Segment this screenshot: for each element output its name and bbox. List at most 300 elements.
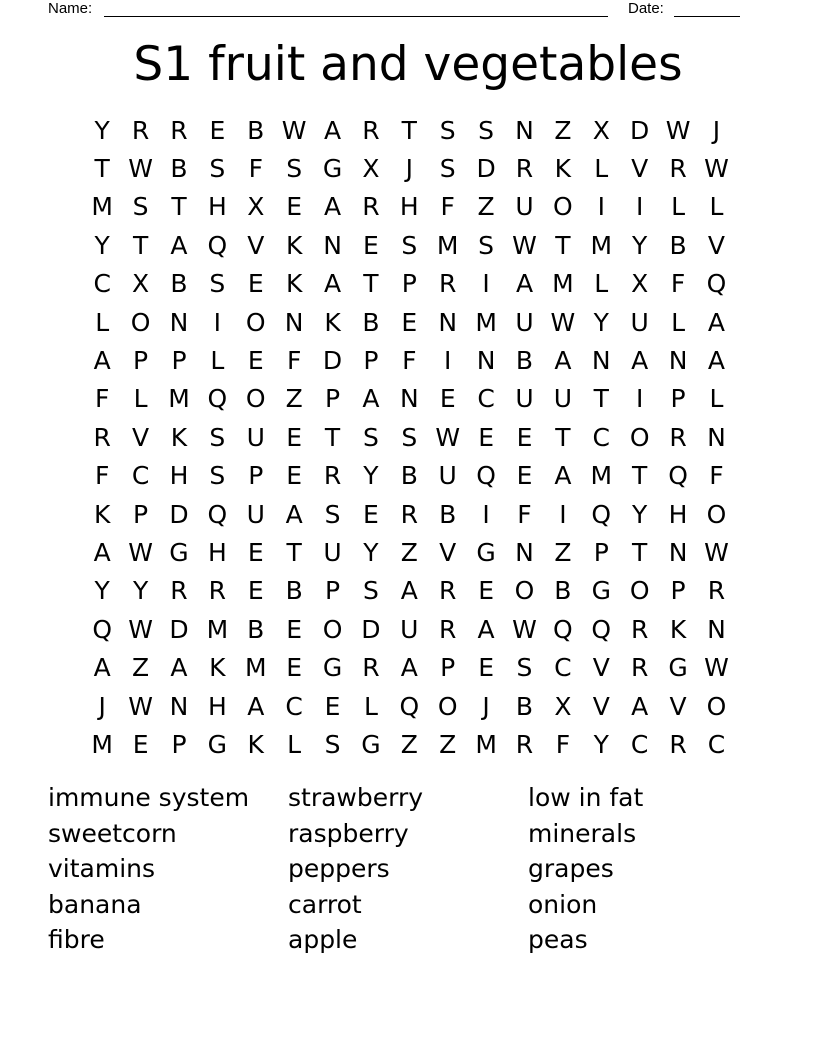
grid-letter: E (247, 537, 264, 567)
grid-letter: Q (553, 614, 573, 644)
grid-letter: E (478, 576, 494, 606)
grid-letter: L (594, 269, 609, 299)
grid-letter: G (322, 653, 343, 683)
grid-letter: B (554, 576, 572, 606)
grid-letter: D (169, 614, 189, 644)
word-list-item: peas (528, 925, 588, 954)
grid-letter: E (324, 691, 341, 721)
grid-letter: R (669, 154, 687, 184)
word-list-item: raspberry (288, 818, 409, 848)
grid-letter: Z (554, 537, 572, 567)
grid-letter: U (323, 537, 342, 567)
grid-letter: T (555, 422, 571, 452)
grid-letter: N (169, 307, 189, 337)
grid-letter: S (439, 154, 456, 184)
grid-letter: M (244, 653, 267, 683)
name-label: Name: (48, 0, 93, 17)
date-blank-line (674, 16, 740, 17)
grid-letter: Y (363, 537, 379, 567)
word-list-item: carrot (288, 889, 362, 919)
grid-letter: T (632, 461, 648, 491)
grid-letter: E (516, 461, 533, 491)
grid-letter: E (363, 230, 379, 260)
grid-letter: F (248, 154, 263, 184)
grid-letter: S (209, 269, 226, 299)
grid-letter: X (247, 192, 265, 222)
grid-letter: Z (285, 384, 303, 414)
word-list-item: grapes (528, 854, 614, 883)
grid-letter: E (439, 384, 456, 414)
name-blank-line (104, 16, 608, 17)
grid-letter: E (209, 115, 226, 145)
grid-letter: B (669, 230, 687, 260)
grid-letter: W (550, 307, 576, 337)
grid-letter: P (401, 269, 417, 299)
grid-letter: C (630, 729, 649, 759)
grid-letter: B (170, 154, 188, 184)
grid-letter: S (209, 154, 226, 184)
grid-letter: T (555, 230, 571, 260)
grid-letter: L (594, 154, 609, 184)
grid-letter: E (247, 346, 264, 376)
grid-letter: F (555, 729, 571, 759)
grid-letter: R (515, 729, 534, 759)
grid-letter: V (631, 154, 649, 184)
grid-letter: R (93, 422, 111, 452)
grid-letter: Z (554, 115, 572, 145)
grid-letter: Y (363, 461, 379, 491)
grid-letter: P (670, 576, 686, 606)
grid-letter: O (629, 422, 650, 452)
grid-letter: A (554, 346, 572, 376)
grid-letter: W (704, 653, 729, 683)
grid-letter: N (515, 115, 534, 145)
grid-letter: L (363, 691, 378, 721)
grid-letter: E (286, 614, 303, 644)
grid-letter: S (401, 230, 418, 260)
grid-letter: T (324, 422, 341, 452)
grid-letter: R (669, 729, 687, 759)
grid-letter: U (515, 192, 534, 222)
grid-letter: W (435, 422, 461, 452)
grid-letter: Q (706, 269, 727, 299)
grid-letter: T (171, 192, 187, 222)
grid-letter: A (631, 691, 649, 721)
grid-letter: N (668, 346, 688, 376)
grid-letter: P (325, 576, 341, 606)
grid-letter: U (515, 384, 534, 414)
grid-letter: Q (476, 461, 496, 491)
grid-letter: J (405, 154, 413, 184)
word-list-item: peppers (288, 854, 390, 883)
word-list-item: onion (528, 889, 598, 919)
grid-letter: M (436, 230, 459, 260)
grid-letter: W (128, 154, 153, 184)
grid-letter: I (559, 499, 567, 529)
grid-letter: A (707, 346, 725, 376)
grid-letter: E (516, 422, 533, 452)
letter-grid (83, 111, 736, 764)
grid-letter: Z (400, 729, 418, 759)
grid-letter: Y (132, 576, 149, 606)
grid-letter: L (133, 384, 148, 414)
grid-letter: Y (94, 115, 110, 145)
grid-letter: V (707, 230, 725, 260)
word-list-item: immune system (48, 783, 250, 812)
grid-letter: O (629, 576, 650, 606)
grid-letter: K (209, 653, 226, 683)
grid-letter: N (323, 230, 342, 260)
grid-letter: M (168, 384, 190, 414)
grid-letter: H (207, 192, 227, 222)
grid-letter: E (363, 499, 379, 529)
grid-letter: A (631, 346, 649, 376)
word-list-item: apple (288, 925, 358, 954)
worksheet-header (0, 0, 816, 22)
grid-letter: S (286, 154, 303, 184)
grid-letter: A (93, 537, 111, 567)
grid-letter: R (669, 422, 687, 452)
grid-letter: H (207, 537, 227, 567)
word-list (48, 780, 788, 958)
grid-letter: D (361, 614, 381, 644)
grid-letter: A (554, 461, 572, 491)
grid-letter: P (133, 346, 149, 376)
grid-letter: B (247, 115, 265, 145)
grid-letter: F (95, 461, 110, 491)
grid-letter: J (712, 115, 721, 145)
grid-letter: B (400, 461, 418, 491)
grid-letter: M (91, 729, 113, 759)
grid-letter: K (285, 230, 303, 260)
grid-letter: N (169, 691, 189, 721)
grid-letter: K (247, 729, 264, 759)
grid-letter: O (437, 691, 458, 721)
grid-letter: F (709, 461, 724, 491)
grid-letter: C (285, 691, 303, 721)
grid-letter: L (709, 384, 724, 414)
grid-letter: P (593, 537, 609, 567)
grid-letter: R (400, 499, 418, 529)
grid-letter: X (554, 691, 572, 721)
grid-letter: Y (593, 307, 609, 337)
grid-letter: R (362, 115, 380, 145)
grid-letter: K (669, 614, 687, 644)
grid-letter: A (170, 230, 188, 260)
grid-letter: P (248, 461, 264, 491)
grid-letter: N (399, 384, 419, 414)
grid-letter: E (247, 576, 264, 606)
grid-letter: N (284, 307, 304, 337)
grid-letter: R (439, 614, 457, 644)
grid-letter: U (246, 422, 265, 452)
grid-letter: A (170, 653, 188, 683)
grid-letter: V (592, 653, 610, 683)
grid-letter: C (93, 269, 111, 299)
grid-letter: Q (207, 230, 228, 260)
grid-letter: X (592, 115, 610, 145)
grid-letter: N (591, 346, 611, 376)
grid-letter: E (286, 192, 303, 222)
grid-letter: A (515, 269, 534, 299)
grid-letter: T (286, 537, 302, 567)
grid-letter: H (668, 499, 688, 529)
grid-letter: G (476, 537, 496, 567)
grid-letter: B (170, 269, 188, 299)
grid-letter: O (245, 307, 266, 337)
grid-letter: T (593, 384, 609, 414)
grid-letter: S (362, 422, 379, 452)
grid-letter: R (323, 461, 342, 491)
grid-letter: R (439, 269, 457, 299)
grid-letter: F (402, 346, 417, 376)
grid-letter: X (132, 269, 150, 299)
grid-letter: Z (439, 729, 457, 759)
grid-letter: A (285, 499, 303, 529)
grid-letter: K (93, 499, 111, 529)
grid-letter: I (482, 499, 490, 529)
grid-letter: W (128, 614, 153, 644)
grid-letter: M (590, 230, 613, 260)
word-list-item: vitamins (48, 854, 156, 883)
grid-letter: D (322, 346, 343, 376)
grid-letter: P (325, 384, 341, 414)
grid-letter: B (439, 499, 457, 529)
grid-letter: C (131, 461, 150, 491)
grid-letter: S (362, 576, 379, 606)
grid-letter: M (91, 192, 113, 222)
grid-letter: K (170, 422, 188, 452)
grid-letter: P (363, 346, 379, 376)
grid-letter: W (281, 115, 307, 145)
grid-letter: P (133, 499, 149, 529)
grid-letter: U (553, 384, 573, 414)
word-list-item: banana (48, 889, 142, 919)
grid-letter: F (440, 192, 455, 222)
grid-letter: H (207, 691, 227, 721)
grid-letter: S (478, 115, 495, 145)
grid-letter: P (171, 729, 187, 759)
grid-letter: R (208, 576, 227, 606)
grid-letter: M (206, 614, 229, 644)
grid-letter: F (517, 499, 532, 529)
grid-letter: L (210, 346, 225, 376)
grid-letter: P (670, 384, 686, 414)
grid-letter: A (323, 192, 342, 222)
word-list-item: minerals (528, 818, 637, 848)
grid-letter: V (439, 537, 457, 567)
grid-letter: B (247, 614, 265, 644)
grid-letter: E (286, 461, 303, 491)
grid-letter: Z (400, 537, 418, 567)
grid-letter: N (707, 614, 726, 644)
grid-letter: V (592, 691, 610, 721)
grid-letter: U (438, 461, 457, 491)
grid-letter: A (362, 384, 380, 414)
grid-letter: V (247, 230, 265, 260)
grid-letter: H (399, 192, 419, 222)
grid-letter: G (169, 537, 189, 567)
grid-letter: Y (94, 576, 110, 606)
grid-letter: D (630, 115, 650, 145)
grid-letter: Q (207, 499, 228, 529)
grid-letter: U (400, 614, 419, 644)
grid-letter: S (516, 653, 533, 683)
grid-letter: A (400, 653, 418, 683)
date-label: Date: (628, 0, 664, 17)
word-list-item: strawberry (288, 783, 424, 812)
grid-letter: W (704, 537, 729, 567)
grid-letter: Y (94, 230, 110, 260)
grid-letter: X (362, 154, 380, 184)
grid-letter: W (128, 537, 153, 567)
grid-letter: B (362, 307, 380, 337)
grid-letter: S (439, 115, 456, 145)
grid-letter: P (440, 653, 456, 683)
grid-letter: T (94, 154, 110, 184)
grid-letter: S (132, 192, 149, 222)
grid-letter: L (287, 729, 302, 759)
grid-letter: E (286, 422, 303, 452)
grid-letter: Q (92, 614, 113, 644)
grid-letter: I (444, 346, 452, 376)
grid-letter: A (247, 691, 265, 721)
grid-letter: D (169, 499, 189, 529)
grid-letter: R (170, 576, 188, 606)
grid-letter: Q (668, 461, 688, 491)
grid-letter: J (482, 691, 490, 721)
grid-letter: O (322, 614, 343, 644)
grid-letter: H (169, 461, 189, 491)
grid-letter: U (246, 499, 265, 529)
grid-letter: S (209, 461, 226, 491)
grid-letter: O (514, 576, 535, 606)
grid-letter: G (361, 729, 381, 759)
grid-letter: O (553, 192, 573, 222)
grid-letter: K (285, 269, 303, 299)
grid-letter: W (128, 691, 153, 721)
grid-letter: S (324, 499, 341, 529)
grid-letter: Z (132, 653, 150, 683)
grid-letter: S (324, 729, 341, 759)
grid-letter: Z (477, 192, 495, 222)
grid-letter: C (707, 729, 726, 759)
grid-letter: I (635, 384, 644, 414)
word-list-item: low in fat (528, 783, 644, 812)
grid-letter: F (670, 269, 686, 299)
grid-letter: P (171, 346, 187, 376)
grid-letter: N (438, 307, 458, 337)
grid-letter: R (515, 154, 534, 184)
grid-letter: W (512, 614, 537, 644)
grid-letter: X (631, 269, 649, 299)
grid-letter: B (515, 346, 534, 376)
grid-letter: A (323, 269, 342, 299)
grid-letter: R (362, 192, 380, 222)
grid-letter: O (245, 384, 266, 414)
grid-letter: T (363, 269, 379, 299)
grid-letter: V (669, 691, 687, 721)
grid-letter: R (170, 115, 188, 145)
grid-letter: G (322, 154, 343, 184)
grid-letter: F (95, 384, 110, 414)
grid-letter: C (554, 653, 572, 683)
grid-letter: I (635, 192, 644, 222)
grid-letter: L (671, 192, 686, 222)
grid-letter: N (476, 346, 496, 376)
grid-letter: U (515, 307, 534, 337)
grid-letter: N (515, 537, 534, 567)
page-title: S1 fruit and vegetables (133, 37, 683, 92)
grid-letter: R (362, 653, 380, 683)
grid-letter: F (286, 346, 302, 376)
grid-letter: W (512, 230, 537, 260)
grid-letter: A (707, 307, 725, 337)
grid-letter: E (401, 307, 418, 337)
grid-letter: E (478, 653, 494, 683)
word-list-item: fibre (48, 925, 105, 954)
grid-letter: N (707, 422, 726, 452)
grid-letter: K (554, 154, 572, 184)
grid-letter: S (209, 422, 226, 452)
grid-letter: Q (591, 614, 612, 644)
grid-letter: M (475, 729, 497, 759)
grid-letter: W (665, 115, 691, 145)
grid-letter: A (477, 614, 495, 644)
grid-letter: Q (399, 691, 420, 721)
grid-letter: R (630, 653, 649, 683)
grid-letter: M (552, 269, 574, 299)
grid-letter: R (707, 576, 726, 606)
grid-letter: L (709, 192, 724, 222)
grid-letter: T (632, 537, 648, 567)
grid-letter: U (630, 307, 649, 337)
grid-letter: G (668, 653, 688, 683)
grid-letter: G (591, 576, 611, 606)
grid-letter: R (131, 115, 150, 145)
grid-letter: I (482, 269, 490, 299)
grid-letter: O (706, 499, 727, 529)
grid-letter: S (401, 422, 418, 452)
grid-letter: E (247, 269, 264, 299)
word-list-item: sweetcorn (48, 818, 177, 848)
grid-letter: A (323, 115, 342, 145)
grid-letter: Y (632, 499, 648, 529)
grid-letter: M (590, 461, 613, 491)
grid-letter: Q (591, 499, 612, 529)
grid-letter: T (132, 230, 149, 260)
grid-letter: L (671, 307, 686, 337)
grid-letter: Y (632, 230, 648, 260)
grid-letter: E (286, 653, 303, 683)
grid-letter: L (95, 307, 110, 337)
grid-letter: N (668, 537, 688, 567)
grid-letter: B (285, 576, 303, 606)
grid-letter: O (130, 307, 151, 337)
grid-letter: I (213, 307, 222, 337)
grid-letter: M (475, 307, 497, 337)
grid-letter: W (704, 154, 729, 184)
grid-letter: I (597, 192, 605, 222)
grid-letter: A (400, 576, 418, 606)
grid-letter: S (478, 230, 495, 260)
grid-letter: V (132, 422, 150, 452)
grid-letter: C (592, 422, 610, 452)
grid-letter: G (207, 729, 228, 759)
grid-letter: D (476, 154, 496, 184)
grid-letter: B (515, 691, 534, 721)
grid-letter: J (98, 691, 106, 721)
